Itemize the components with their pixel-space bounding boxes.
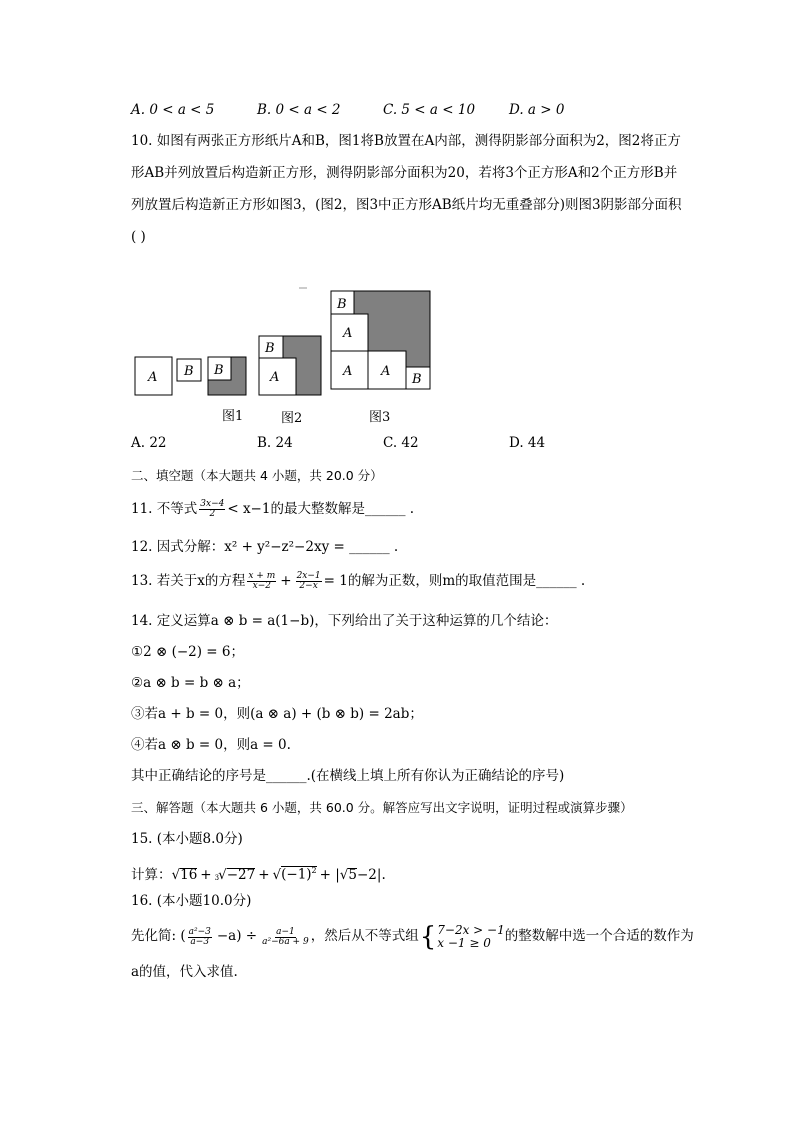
q16-line-2: a的值，代入求值. xyxy=(131,964,238,980)
figure-2 xyxy=(259,336,321,395)
q11 xyxy=(131,500,414,519)
q13-post: = 1的解为正数，则m的取值范围是______ . xyxy=(323,572,586,589)
fig1-caption: 图1 xyxy=(222,409,244,424)
q9-option-a: A. 0 < a < 5 xyxy=(131,102,215,118)
q11-fraction-num: 3x−4 xyxy=(200,499,225,509)
cbrt-icon: √ xyxy=(218,866,227,883)
figure-3 xyxy=(331,291,430,389)
q14-item-4: ④若a ⊗ b = 0，则a = 0. xyxy=(131,737,291,753)
q15-plus-2: + xyxy=(258,866,270,883)
q15-abs-pre: + | xyxy=(319,866,340,883)
q16-system-line-2: x −1 ≥ 0 xyxy=(437,936,491,950)
q11-fraction xyxy=(199,500,225,519)
q10-option-d: D. 44 xyxy=(509,435,546,451)
q13-f2-num: 2x−1 xyxy=(296,571,321,581)
q13-f1-num: x + m xyxy=(248,571,276,581)
q13-fraction-2 xyxy=(296,572,322,591)
section-3-heading: 三、解答题（本大题共 6 小题，共 60.0 分。解答应写出文字说明，证明过程或演算步骤） xyxy=(131,800,633,815)
q10-option-b: B. 24 xyxy=(257,435,293,451)
fig2-label-a: A xyxy=(270,370,280,385)
q16-fraction-2 xyxy=(262,928,309,947)
fig1-label-b2: B xyxy=(214,363,224,378)
brace-icon: { xyxy=(419,922,437,952)
q12: 12. 因式分解：x² + y²−z²−2xy = ______ . xyxy=(131,539,399,555)
q15-expression xyxy=(131,860,386,882)
q10-figure xyxy=(130,285,440,405)
sqrt-icon: √ xyxy=(272,866,282,883)
q15-radicand-3 xyxy=(281,866,317,882)
section-2-heading: 二、填空题（本大题共 4 小题，共 20.0 分） xyxy=(131,468,383,483)
q16-f1-den: a−3 xyxy=(190,936,210,947)
q14-stem: 14. 定义运算a ⊗ b = a(1−b)，下列给出了关于这种运算的几个结论： xyxy=(131,613,558,629)
fig1-label-a: A xyxy=(148,370,158,385)
q15-radicand-2: −27 xyxy=(226,866,256,883)
q14-tail: 其中正确结论的序号是______.(在横线上填上所有你认为正确结论的序号) xyxy=(131,768,565,784)
q15-pre: 计算： xyxy=(131,866,172,883)
q10-stem-line4: ( ) xyxy=(131,229,146,245)
q9-option-d: D. a > 0 xyxy=(509,102,565,118)
figure-1 xyxy=(135,357,246,395)
q13-f2-den: 2−x xyxy=(299,581,318,591)
q13 xyxy=(131,572,585,591)
q16-system-line-1: 7−2x > −1 xyxy=(437,923,505,938)
q16-pre: 先化简: ( xyxy=(131,928,186,945)
fig1-label-b: B xyxy=(184,364,194,379)
q15-cube-index: 3 xyxy=(214,874,220,882)
q16-f2-den: a²−6a + 9 xyxy=(262,936,309,947)
q13-plus: + xyxy=(280,572,292,589)
q13-f1-den: x−2 xyxy=(252,581,271,591)
fig2-label-b: B xyxy=(265,341,275,356)
q9-option-c: C. 5 < a < 10 xyxy=(383,102,476,118)
q15-radicand-1: 16 xyxy=(180,866,198,883)
q15-radicand-4: 5 xyxy=(348,866,357,883)
fig3-label-a-bottom-mid: A xyxy=(381,364,391,379)
q13-pre: 13. 若关于x的方程 xyxy=(131,572,246,589)
fig3-label-a-left: A xyxy=(343,326,353,341)
q16-system xyxy=(437,924,504,949)
q9-option-b: B. 0 < a < 2 xyxy=(257,102,341,118)
q14-item-1: ①2 ⊗ (−2) = 6； xyxy=(131,644,245,660)
fig3-label-a-bottom-left: A xyxy=(343,364,353,379)
q15-head: 15. (本小题8.0分) xyxy=(131,831,243,847)
q10-stem-line3: 列放置后构造新正方形如图3，(图2，图3中正方形AB纸片均无重叠部分)则图3阴影部分面积 xyxy=(131,197,682,213)
sqrt-icon: √ xyxy=(171,866,181,883)
fig3-caption: 图3 xyxy=(369,410,391,425)
q14-item-3: ③若a + b = 0，则(a ⊗ a) + (b ⊗ b) = 2ab； xyxy=(131,706,423,722)
q16-fraction-1 xyxy=(188,928,212,947)
q16-head: 16. (本小题10.0分) xyxy=(131,893,252,909)
q11-post: < x−1的最大整数解是______ . xyxy=(227,500,415,517)
q15-radicand-3-exp: 2 xyxy=(311,866,317,875)
fig2-caption: 图2 xyxy=(281,411,303,426)
q10-stem-line1: 10. 如图有两张正方形纸片A和B，图1将B放置在A内部，测得阴影部分面积为2，图2将正方 xyxy=(131,133,681,149)
q13-fraction-1 xyxy=(247,572,276,591)
q16-mid2: ，然后从不等式组 xyxy=(310,928,419,945)
q10-option-c: C. 42 xyxy=(383,435,419,451)
q10-option-a: A. 22 xyxy=(131,435,167,451)
fig3-label-b-top: B xyxy=(337,297,347,312)
q11-pre: 11. 不等式 xyxy=(131,500,198,517)
sqrt-icon: √ xyxy=(339,866,349,883)
q11-fraction-den: 2 xyxy=(209,509,216,519)
fig3-label-b-bottom: B xyxy=(412,372,422,387)
q10-stem-line2: 形AB并列放置后构造新正方形，测得阴影部分面积为20，若将3个正方形A和2个正方形B并 xyxy=(131,165,678,181)
q16-post: 的整数解中选一个合适的数作为 xyxy=(504,928,694,945)
q15-plus-1: + xyxy=(200,866,212,883)
q16-f1-num: a²−3 xyxy=(188,926,211,937)
q15-radicand-3-base: (−1) xyxy=(281,866,312,883)
q16-f2-num: a−1 xyxy=(276,926,295,937)
q14-item-2: ②a ⊗ b = b ⊗ a； xyxy=(131,675,250,691)
q15-abs-post: −2|. xyxy=(357,866,386,883)
q16-expression xyxy=(131,924,694,950)
q16-mid: −a) ÷ xyxy=(216,928,258,945)
